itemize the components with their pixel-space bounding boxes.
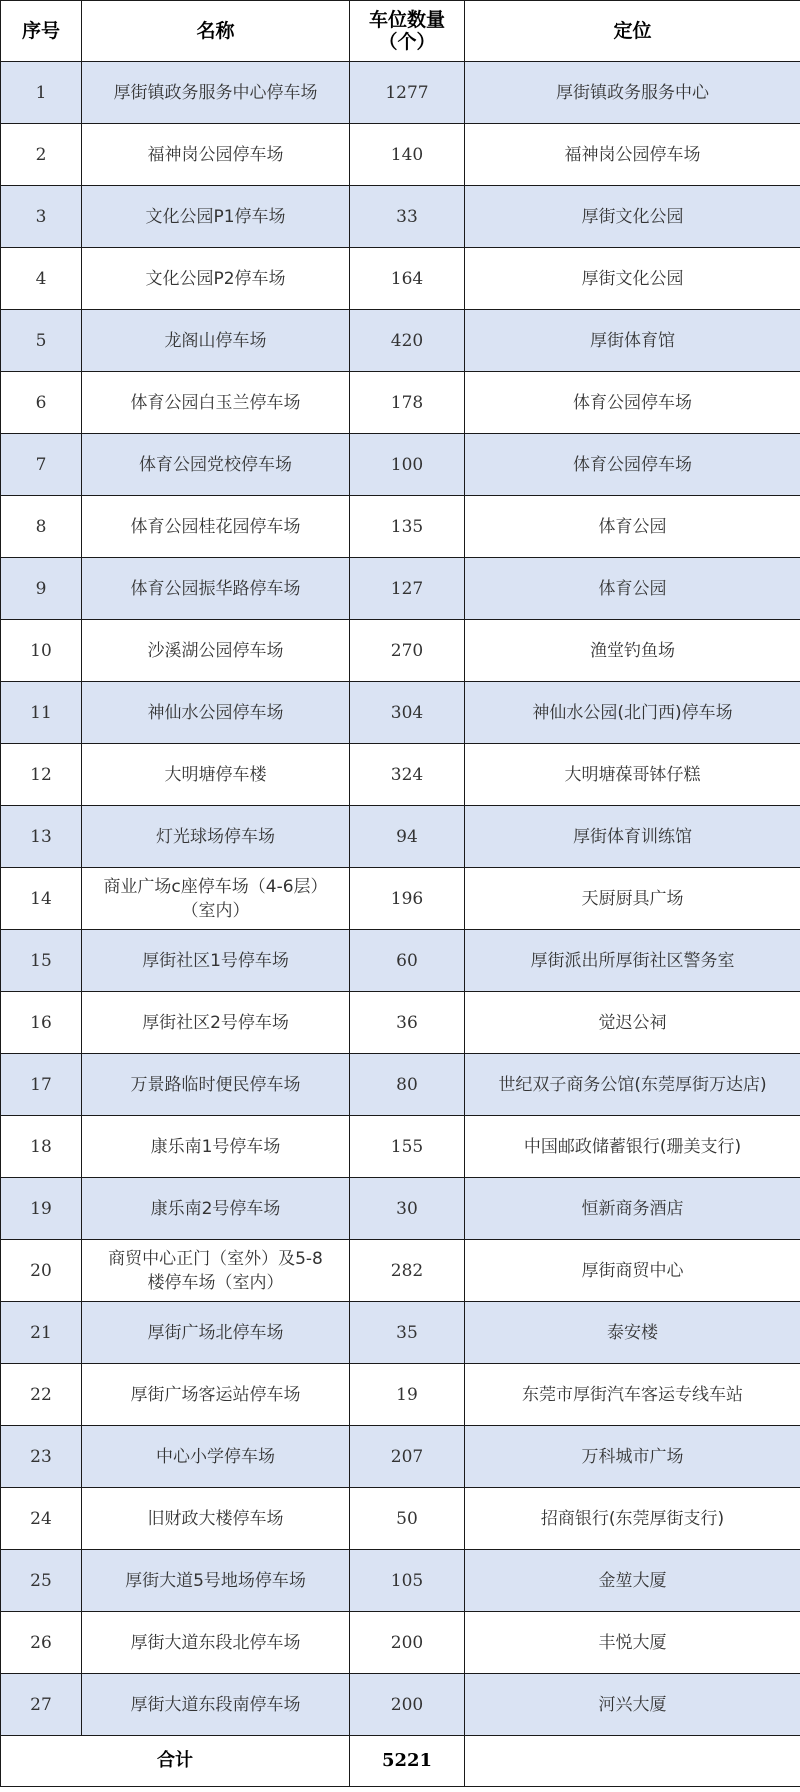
cell-spaces: 94 xyxy=(350,806,465,868)
cell-name: 万景路临时便民停车场 xyxy=(82,1054,350,1116)
cell-index: 9 xyxy=(1,558,82,620)
cell-index: 16 xyxy=(1,992,82,1054)
cell-location: 河兴大厦 xyxy=(465,1674,800,1736)
cell-name: 康乐南2号停车场 xyxy=(82,1178,350,1240)
cell-location: 厚街文化公园 xyxy=(465,186,800,248)
cell-spaces: 80 xyxy=(350,1054,465,1116)
cell-index: 18 xyxy=(1,1116,82,1178)
table-row xyxy=(1,806,800,868)
cell-name: 厚街大道东段北停车场 xyxy=(82,1612,350,1674)
cell-spaces: 135 xyxy=(350,496,465,558)
cell-index: 15 xyxy=(1,930,82,992)
cell-index: 20 xyxy=(1,1240,82,1302)
cell-location: 厚街体育馆 xyxy=(465,310,800,372)
cell-name: 中心小学停车场 xyxy=(82,1426,350,1488)
header-index: 序号 xyxy=(1,1,82,62)
cell-location: 丰悦大厦 xyxy=(465,1612,800,1674)
cell-index: 23 xyxy=(1,1426,82,1488)
cell-index: 21 xyxy=(1,1302,82,1364)
cell-spaces: 36 xyxy=(350,992,465,1054)
table-row xyxy=(1,868,800,930)
cell-index: 3 xyxy=(1,186,82,248)
cell-index: 25 xyxy=(1,1550,82,1612)
table-row xyxy=(1,1178,800,1240)
cell-location: 厚街镇政务服务中心 xyxy=(465,62,800,124)
cell-location: 大明塘葆哥钵仔糕 xyxy=(465,744,800,806)
cell-index: 27 xyxy=(1,1674,82,1736)
cell-name: 厚街社区1号停车场 xyxy=(82,930,350,992)
cell-index: 12 xyxy=(1,744,82,806)
total-value: 5221 xyxy=(350,1736,465,1787)
cell-spaces: 19 xyxy=(350,1364,465,1426)
table-row xyxy=(1,682,800,744)
cell-name: 康乐南1号停车场 xyxy=(82,1116,350,1178)
cell-spaces: 420 xyxy=(350,310,465,372)
cell-location: 泰安楼 xyxy=(465,1302,800,1364)
cell-index: 2 xyxy=(1,124,82,186)
cell-location: 金堃大厦 xyxy=(465,1550,800,1612)
table-row xyxy=(1,1302,800,1364)
cell-index: 17 xyxy=(1,1054,82,1116)
cell-location: 体育公园 xyxy=(465,558,800,620)
total-location xyxy=(465,1736,800,1787)
cell-spaces: 33 xyxy=(350,186,465,248)
header-location: 定位 xyxy=(465,1,800,62)
cell-location: 东莞市厚街汽车客运专线车站 xyxy=(465,1364,800,1426)
table-row xyxy=(1,1054,800,1116)
header-row xyxy=(1,1,800,62)
table-row xyxy=(1,930,800,992)
cell-spaces: 207 xyxy=(350,1426,465,1488)
cell-spaces: 127 xyxy=(350,558,465,620)
cell-name: 厚街镇政务服务中心停车场 xyxy=(82,62,350,124)
cell-location: 神仙水公园(北门西)停车场 xyxy=(465,682,800,744)
cell-spaces: 100 xyxy=(350,434,465,496)
cell-name: 体育公园党校停车场 xyxy=(82,434,350,496)
cell-name: 体育公园桂花园停车场 xyxy=(82,496,350,558)
cell-spaces: 60 xyxy=(350,930,465,992)
cell-location: 天厨厨具广场 xyxy=(465,868,800,930)
cell-name: 大明塘停车楼 xyxy=(82,744,350,806)
cell-spaces: 196 xyxy=(350,868,465,930)
cell-name: 体育公园振华路停车场 xyxy=(82,558,350,620)
table-row xyxy=(1,1364,800,1426)
cell-spaces: 178 xyxy=(350,372,465,434)
cell-index: 11 xyxy=(1,682,82,744)
cell-name: 龙阁山停车场 xyxy=(82,310,350,372)
cell-spaces: 30 xyxy=(350,1178,465,1240)
cell-name: 福神岗公园停车场 xyxy=(82,124,350,186)
table-row xyxy=(1,248,800,310)
cell-index: 7 xyxy=(1,434,82,496)
cell-name: 商业广场c座停车场（4-6层） （室内） xyxy=(82,868,350,930)
cell-index: 14 xyxy=(1,868,82,930)
table-row xyxy=(1,1426,800,1488)
cell-spaces: 155 xyxy=(350,1116,465,1178)
cell-location: 福神岗公园停车场 xyxy=(465,124,800,186)
table-row xyxy=(1,1550,800,1612)
cell-location: 厚街商贸中心 xyxy=(465,1240,800,1302)
table-row xyxy=(1,434,800,496)
table-row xyxy=(1,620,800,682)
cell-location: 厚街派出所厚街社区警务室 xyxy=(465,930,800,992)
table-row xyxy=(1,1612,800,1674)
cell-name: 厚街广场北停车场 xyxy=(82,1302,350,1364)
table-row xyxy=(1,558,800,620)
cell-index: 19 xyxy=(1,1178,82,1240)
cell-name: 沙溪湖公园停车场 xyxy=(82,620,350,682)
cell-name: 神仙水公园停车场 xyxy=(82,682,350,744)
cell-location: 觉迟公祠 xyxy=(465,992,800,1054)
cell-name: 厚街社区2号停车场 xyxy=(82,992,350,1054)
cell-index: 26 xyxy=(1,1612,82,1674)
cell-name: 厚街大道东段南停车场 xyxy=(82,1674,350,1736)
cell-location: 体育公园 xyxy=(465,496,800,558)
table-row xyxy=(1,1674,800,1736)
table-row xyxy=(1,496,800,558)
cell-index: 4 xyxy=(1,248,82,310)
table-row xyxy=(1,1116,800,1178)
table-row xyxy=(1,124,800,186)
cell-index: 6 xyxy=(1,372,82,434)
cell-name: 厚街广场客运站停车场 xyxy=(82,1364,350,1426)
cell-location: 体育公园停车场 xyxy=(465,434,800,496)
total-row xyxy=(1,1736,800,1787)
table-body xyxy=(1,62,800,1736)
cell-spaces: 1277 xyxy=(350,62,465,124)
cell-location: 渔堂钓鱼场 xyxy=(465,620,800,682)
cell-name: 厚街大道5号地场停车场 xyxy=(82,1550,350,1612)
cell-location: 招商银行(东莞厚街支行) xyxy=(465,1488,800,1550)
table-row xyxy=(1,992,800,1054)
cell-index: 1 xyxy=(1,62,82,124)
cell-index: 24 xyxy=(1,1488,82,1550)
cell-name: 商贸中心正门（室外）及5-8 楼停车场（室内） xyxy=(82,1240,350,1302)
table-row xyxy=(1,62,800,124)
cell-spaces: 164 xyxy=(350,248,465,310)
cell-index: 8 xyxy=(1,496,82,558)
cell-location: 恒新商务酒店 xyxy=(465,1178,800,1240)
header-name: 名称 xyxy=(82,1,350,62)
cell-spaces: 50 xyxy=(350,1488,465,1550)
cell-spaces: 324 xyxy=(350,744,465,806)
cell-name: 文化公园P2停车场 xyxy=(82,248,350,310)
table-row xyxy=(1,310,800,372)
cell-spaces: 200 xyxy=(350,1674,465,1736)
table-row xyxy=(1,744,800,806)
table-row xyxy=(1,1240,800,1302)
cell-location: 中国邮政储蓄银行(珊美支行) xyxy=(465,1116,800,1178)
cell-spaces: 200 xyxy=(350,1612,465,1674)
cell-spaces: 105 xyxy=(350,1550,465,1612)
cell-index: 10 xyxy=(1,620,82,682)
table-row xyxy=(1,1488,800,1550)
cell-spaces: 35 xyxy=(350,1302,465,1364)
header-spaces: 车位数量 （个） xyxy=(350,1,465,62)
cell-spaces: 282 xyxy=(350,1240,465,1302)
cell-name: 旧财政大楼停车场 xyxy=(82,1488,350,1550)
cell-name: 体育公园白玉兰停车场 xyxy=(82,372,350,434)
cell-location: 万科城市广场 xyxy=(465,1426,800,1488)
table-row xyxy=(1,372,800,434)
table-row xyxy=(1,186,800,248)
cell-location: 世纪双子商务公馆(东莞厚街万达店) xyxy=(465,1054,800,1116)
cell-location: 体育公园停车场 xyxy=(465,372,800,434)
cell-index: 22 xyxy=(1,1364,82,1426)
cell-location: 厚街文化公园 xyxy=(465,248,800,310)
cell-spaces: 270 xyxy=(350,620,465,682)
total-label: 合计 xyxy=(1,1736,350,1787)
cell-index: 5 xyxy=(1,310,82,372)
cell-name: 文化公园P1停车场 xyxy=(82,186,350,248)
cell-index: 13 xyxy=(1,806,82,868)
cell-location: 厚街体育训练馆 xyxy=(465,806,800,868)
cell-spaces: 140 xyxy=(350,124,465,186)
cell-spaces: 304 xyxy=(350,682,465,744)
cell-name: 灯光球场停车场 xyxy=(82,806,350,868)
